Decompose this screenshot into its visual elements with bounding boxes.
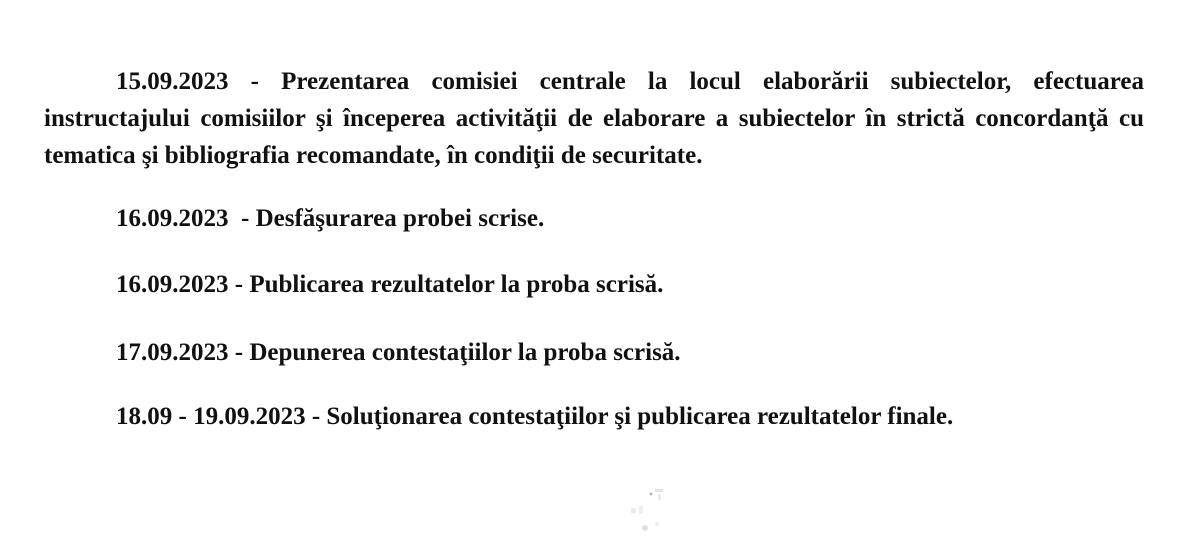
stamp-remnant-icon xyxy=(625,486,671,534)
schedule-item-1 xyxy=(44,63,1144,174)
schedule-item-text: Depunerea contestaţiilor la proba scrisă. xyxy=(249,339,681,366)
schedule-item-date: 16.09.2023 xyxy=(116,271,229,298)
schedule-item-separator: - xyxy=(228,68,282,95)
schedule-item-2 xyxy=(116,200,544,237)
schedule-item-3 xyxy=(116,266,663,303)
schedule-item-5 xyxy=(116,398,953,435)
schedule-item-text: Soluţionarea contestaţiilor şi publicarea rezultatelor finale. xyxy=(326,403,954,430)
schedule-item-separator: - xyxy=(228,339,250,366)
schedule-item-text: Desfăşurarea probei scrise. xyxy=(255,205,545,232)
schedule-item-date: 17.09.2023 xyxy=(116,339,229,366)
schedule-item-date: 15.09.2023 xyxy=(116,68,229,95)
schedule-item-date: 16.09.2023 xyxy=(116,205,229,232)
schedule-item-text: Prezentarea comisiei centrale la locul elaborării subiectelor, efectuarea instructajului comisiilor şi începerea activităţii de elaborare a subiectelor în strictă concordanţă cu tematica şi bibliografia recomandate, în condiţii de securitate. xyxy=(44,68,1144,169)
schedule-item-date: 18.09 - 19.09.2023 xyxy=(116,403,306,430)
schedule-item-separator: - xyxy=(305,403,327,430)
schedule-item-4 xyxy=(116,334,681,371)
schedule-item-text: Publicarea rezultatelor la proba scrisă. xyxy=(249,271,664,298)
schedule-item-separator: - xyxy=(228,271,250,298)
schedule-item-separator: - xyxy=(228,205,256,232)
